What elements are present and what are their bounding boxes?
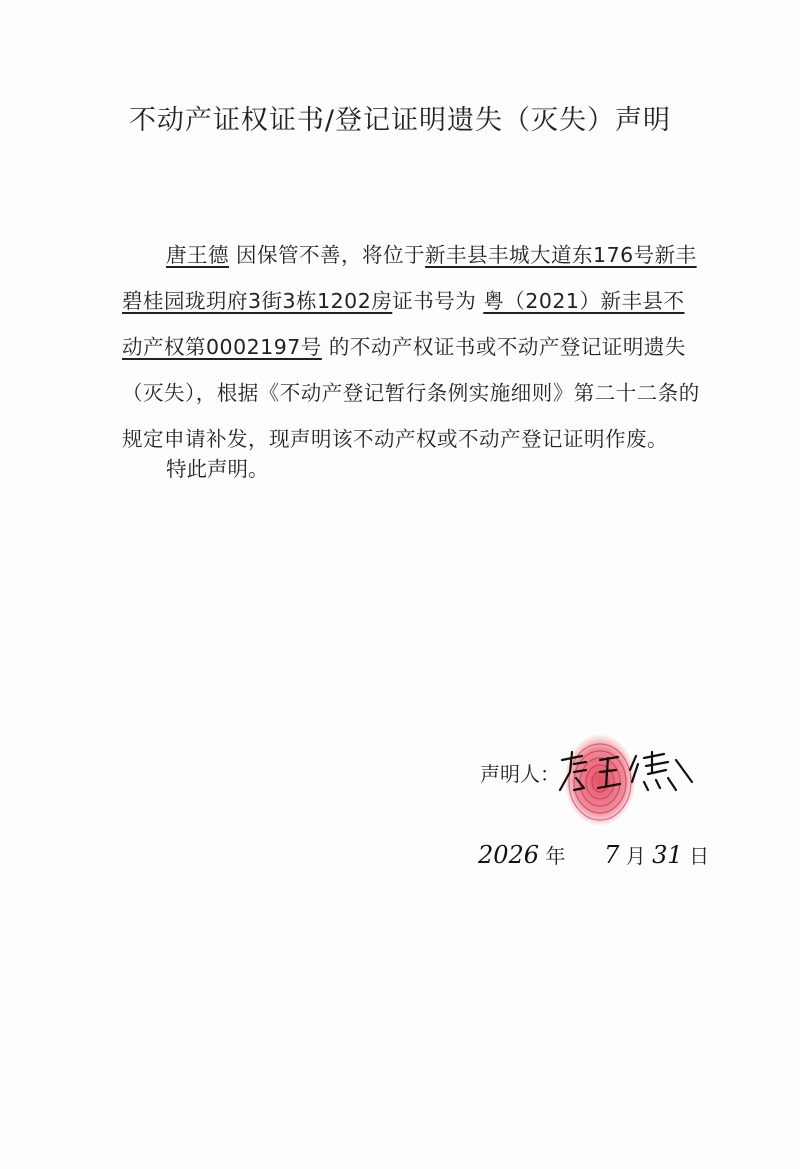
property-address: 新丰县丰城大道东176号新丰碧桂园珑玥府3街3栋1202房 bbox=[122, 243, 697, 313]
declarant-label: 声明人： bbox=[480, 762, 560, 786]
handwritten-signature bbox=[552, 742, 702, 802]
date-day-unit: 日 bbox=[689, 844, 710, 868]
declaration-paragraph bbox=[122, 232, 702, 462]
date-year-unit: 年 bbox=[545, 844, 566, 868]
date-day: 31 bbox=[652, 841, 683, 869]
signing-date bbox=[478, 840, 709, 869]
certificate-number: 粤（2021）新丰县不动产权第0002197号 bbox=[122, 289, 685, 359]
paragraph-text-1: 因保管不善，将位于 bbox=[236, 243, 426, 267]
paragraph-text-2: 证书号为 bbox=[392, 289, 477, 313]
owner-name: 唐王德 bbox=[166, 243, 229, 267]
document-title: 不动产证权证书/登记证明遗失（灭失）声明 bbox=[128, 105, 672, 136]
date-month-unit: 月 bbox=[625, 844, 646, 868]
date-month: 7 bbox=[604, 841, 620, 869]
paragraph-text-3: 的不动产权证书或不动产登记证明遗失（灭失），根据《不动产登记暂行条例实施细则》第二十二条的规定申请补发，现声明该不动产权或不动产登记证明作废。 bbox=[122, 335, 700, 451]
date-year: 2026 bbox=[478, 841, 540, 869]
closing-statement: 特此声明。 bbox=[166, 457, 269, 481]
